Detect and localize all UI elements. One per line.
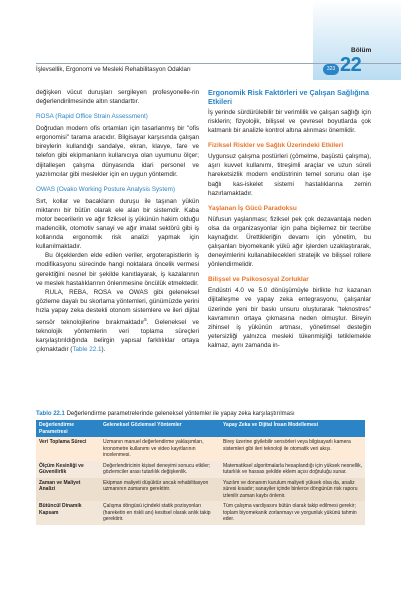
table-cell: Ölçüm Kesinliği ve Güvenilirlik xyxy=(36,461,100,478)
table-cell: Yazılım ve donanım kurulum maliyeti yüksek olsa da, analiz süresi kısadır; sanayiler içinde binlerce döngünün risk raporu izlenilir zaman kaybı önlenir. xyxy=(220,478,365,502)
table-cell: Bütüncül Dinamik Kapsam xyxy=(36,501,100,525)
comparison-table xyxy=(36,420,365,525)
running-chapter-title: İşlevsellik, Ergonomi ve Mesleki Rehabilitasyon Odakları xyxy=(36,66,191,73)
rosa-paragraph: Doğrudan modern ofis ortamları için tasarlanmış bir "ofis ergonomisi" tarama aracıdır. Bilgisayar karşısında çalışan bireylerin kullandığı sandalye, ekran, klavye, fare ve telefon gibi ekipmanların kullanıcıya olan uyumunu ölçer; dijitalleşen çalışma dünyasında idari personel ve yazılımcılar gibi meslekler için en uygun yöntemdir. xyxy=(36,125,199,178)
intro-paragraph: değişken vücut duruşları sergileyen profesyonelle-rin değerlendirilmesinde altın standarttır. xyxy=(36,89,199,106)
physical-risks-heading: Fiziksel Riskler ve Sağlık Üzerindeki Etkileri xyxy=(208,142,344,150)
table-row xyxy=(36,478,365,502)
owas-paragraph: Sırt, kollar ve bacakların duruşu ile taşınan yükün miktarını bir bütün olarak ele alan bir sistemdir. Kaba motor becerilerin ve ağır fiziksel iş yükünün hakim olduğu madencilik, otomotiv sanayi ve ağır imalat sektörü gibi iş kollarında ergonomik risk analizi yapmak için kullanılmaktadır. xyxy=(36,197,199,251)
rosa-heading: ROSA (Rapid Office Strain Assessment) xyxy=(36,113,148,121)
aging-workforce-paragraph: Nüfusun yaşlanması; fiziksel pek çok dezavantaja neden olsa da organizasyonlar için paha biçilemez bir tecrübe kaynağıdır. Ürettikleriğin devamı için yönetim, bu çalışanları biyomekanik yükü ağır işlerden uzaklaştırarak, deneyimlerini kullanabilecekleri stratejik ve bilişsel rollere yönlendirmelidir. xyxy=(208,215,371,269)
section-paragraph: İş yerinde sürdürülebilir bir verimlilik ve çalışan sağlığı için risklerin; fizyolojik, bilişsel ve çevresel boyutlarda çok katmanlı bir analizle kontrol altına alınması önemlidir. xyxy=(208,109,371,135)
table-caption-label: Tablo 22.1 xyxy=(36,411,65,417)
table-row xyxy=(36,437,365,461)
table-cell: Uzmanın manuel değerlendirme yaklaşımları, kronometre kullanımı ve video kayıtlarının incelenmesi. xyxy=(100,437,220,461)
table-caption-text: Değerlendirme parametrelerinde geleneksel yöntemler ile yapay zeka karşılaştırılması xyxy=(64,411,295,417)
page-number-badge: 323 xyxy=(323,64,339,75)
section-heading: Ergonomik Risk Faktörleri ve Çalışan Sağlığına Etkileri xyxy=(208,88,369,106)
ai-methods-paragraph: RULA, REBA, ROSA ve OWAS gibi geleneksel gözleme dayalı bu skorlama yöntemleri, günümüzde yerini hızla yapay zeka destekli otonom sistemlere ve ileri dijital sensör teknolojilerine bırakmaktadır$^5$. Geleneksel ve teknolojik yöntemlerin veri toplama süreçleri karşılaştırıldığında belirgin yapısal farklılıklar ortaya çıkmaktadır (Table 22.1). xyxy=(36,288,199,354)
left-column xyxy=(36,88,199,354)
table-reference-link[interactable]: Table 22.1 xyxy=(72,346,102,354)
header-traditional: Geleneksel Gözlemsel Yöntemler xyxy=(100,420,220,437)
chapter-number: 22 xyxy=(340,54,362,76)
scales-paragraph: Bu ölçeklerden elde edilen veriler, ergoterapistlerin iş modifikasyonu sürecinde hangi noktalara öncelik vermesi gerektiğini nesnel bir şekilde kanıtlayarak, iş kazalarının ve meslek hastalıklarının önlenmesine öncülük etmektedir. xyxy=(36,252,199,287)
table-caption xyxy=(36,411,295,417)
cognitive-paragraph: Endüstri 4.0 ve 5.0 dönüşümüyle birlikte hız kazanan dijitalleşme ve yapay zeka entegrasyonu, çalışanlar üzerinde yeni bir baskı unsuru oluşturarak "teknostres" kavramının ortaya çıkmasına neden olmuştur. Bireyin zihinsel iş yükünün artması, yönetimsel desteğin yetersizliği yalnızca mesleki tükenmişliği tetiklemekle kalmaz, aynı zamanda in- xyxy=(208,287,371,349)
table-row xyxy=(36,461,365,478)
table-cell: Zaman ve Maliyet Analizi xyxy=(36,478,100,502)
header-ai: Yapay Zeka ve Dijital İnsan Modellemesi xyxy=(220,420,365,437)
owas-heading: OWAS (Ovako Working Posture Analysis System) xyxy=(36,185,175,193)
table-row xyxy=(36,501,365,525)
table-cell: Matematiksel algoritmalarla hesaplandığı için yüksek nesnellik, tutarlılık ve hassas şekilde eklem açısı doğruluğu sunar. xyxy=(220,461,365,478)
aging-workforce-heading: Yaşlanan İş Gücü Paradoksu xyxy=(208,204,297,212)
table-cell: Çalışma döngüsü içindeki statik pozisyonları (hareketin en riskli anı) kesitsel olarak anlık takip gerektirir. xyxy=(100,501,220,525)
header-parameter: Değerlendirme Parametresi xyxy=(36,420,100,437)
table-cell: Birey üzerine giyilebilir sensörleri veya bilgisayarlı kamera sistemleri gibi ileri teknoloji ile otomatik veri akışı. xyxy=(220,437,365,461)
cognitive-heading: Bilişsel ve Psikososyal Zorluklar xyxy=(208,276,309,284)
chapter-label: Bölüm xyxy=(351,47,372,54)
physical-risks-paragraph: Uygunsuz çalışma postürleri (çömelme, başüstü çalışma), aşırı kuvvet kullanımı, titreşimli araçlar ve uzun süreli hareketsizlik modern endüstrinin temel sorunu olan işe bağlı kas-iskelet sistemi hastalıklarına zemin hazırlamaktadır. xyxy=(208,153,371,197)
table-cell: Veri Toplama Süreci xyxy=(36,437,100,461)
table-cell: Tüm çalışma vardiyasını bütün olarak takip edilmesi gerekir; toplam biyomekanik zorlanmayı ve yorgunluk yükünü tahmin eder. xyxy=(220,501,365,525)
right-column xyxy=(208,88,371,350)
table-cell: Değerlendiricinin kişisel deneyimi sonucu etkiler; gözlemciler arası tutarlılık değişkenlik. xyxy=(100,461,220,478)
page-header xyxy=(0,0,401,80)
table-header-row xyxy=(36,420,365,437)
citation-superscript: 5 xyxy=(144,316,147,322)
table-cell: Ekipman maliyeti düşüktür ancak rehabilitasyon uzmanının zamanını gerektirir. xyxy=(100,478,220,502)
